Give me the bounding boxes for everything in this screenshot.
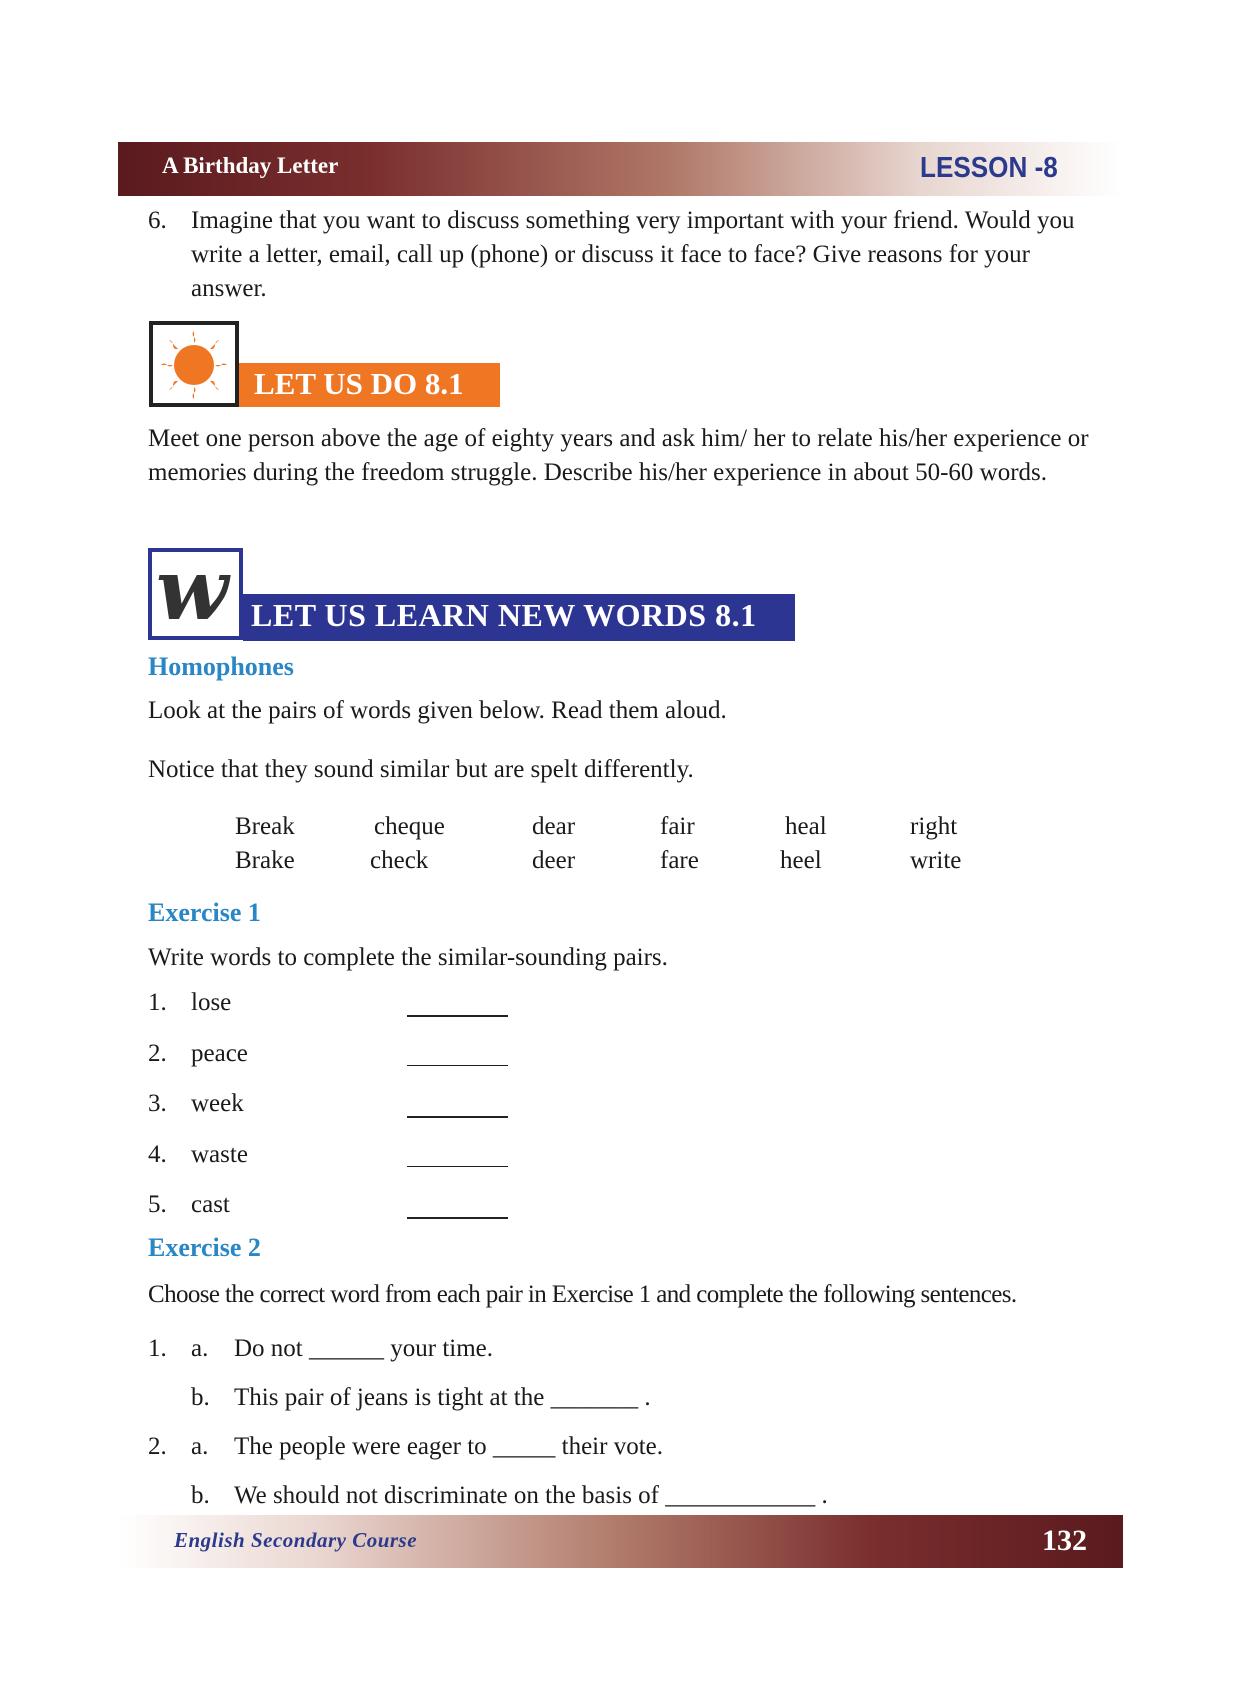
exercise-1-item-number: 1.	[148, 989, 167, 1016]
exercise-2-instruction: Choose the correct word from each pair in Exercise 1 and complete the following sentences.	[148, 1281, 1017, 1308]
homophone-row-1	[232, 813, 992, 847]
homophone-word: fare	[660, 847, 699, 874]
homophone-word: deer	[532, 847, 576, 874]
exercise-2-q1b-text: This pair of jeans is tight at the _______ .	[234, 1384, 651, 1411]
answer-blank	[407, 1065, 508, 1066]
letter-w-icon: w	[156, 540, 229, 639]
course-name: English Secondary Course	[174, 1528, 418, 1552]
homophone-word: fair	[660, 813, 695, 840]
homophone-word: Brake	[235, 847, 295, 874]
let-us-do-text: Meet one person above the age of eighty years and ask him/ her to relate his/her experience or memories during the freedom struggle. Describe his/her experience in about 50-60 words.	[148, 425, 1089, 486]
sun-icon-box	[149, 321, 239, 407]
homophone-word: Break	[235, 813, 295, 840]
lesson-label: LESSON -8	[920, 152, 1058, 184]
exercise-2-q2b-text: We should not discriminate on the basis of ____________ .	[234, 1482, 828, 1509]
exercise-1-item-number: 2.	[148, 1040, 167, 1067]
answer-blank	[407, 1015, 508, 1017]
question-6-text: Imagine that you want to discuss something very important with your friend. Would you write a letter, email, call up (phone) or discuss it face to face? Give reasons for your answer.	[191, 207, 1075, 302]
exercise-1-item-number: 4.	[148, 1141, 167, 1168]
answer-blank	[407, 1217, 508, 1219]
page-number: 132	[1042, 1524, 1087, 1557]
exercise-1-item-word: peace	[191, 1040, 248, 1067]
exercise-1-instruction: Write words to complete the similar-sounding pairs.	[148, 944, 668, 971]
exercise-1-item-word: cast	[191, 1191, 230, 1218]
exercise-1-item-number: 3.	[148, 1090, 167, 1117]
question-6-number: 6.	[148, 207, 167, 234]
let-us-do-title: LET US DO 8.1	[254, 366, 464, 401]
chapter-title: A Birthday Letter	[162, 153, 339, 178]
homophone-word: heel	[780, 847, 822, 874]
homophone-word-grid	[232, 813, 992, 881]
exercise-2-q1a-text: Do not ______ your time.	[234, 1335, 494, 1362]
learn-words-title: LET US LEARN NEW WORDS 8.1	[251, 597, 757, 633]
exercise-1-item-word: week	[191, 1090, 244, 1117]
homophones-intro-1: Look at the pairs of words given below. Read them aloud.	[148, 697, 727, 724]
answer-blank	[407, 1166, 508, 1167]
homophone-word: dear	[532, 813, 576, 840]
exercise-2-q2a-label: a.	[191, 1433, 209, 1460]
exercise-1-item-number: 5.	[148, 1191, 167, 1218]
exercise-2-q1a-label: a.	[191, 1335, 209, 1362]
exercise-2-q2b-label: b.	[191, 1482, 210, 1509]
exercise-2-q1-number: 1.	[148, 1335, 167, 1362]
exercise-1-heading: Exercise 1	[148, 898, 261, 927]
homophone-word: write	[910, 847, 962, 874]
answer-blank	[407, 1116, 508, 1118]
exercise-2-heading: Exercise 2	[148, 1233, 261, 1262]
exercise-1-item-word: waste	[191, 1141, 248, 1168]
homophone-word: check	[370, 847, 429, 874]
homophones-heading: Homophones	[148, 652, 294, 681]
homophone-row-2	[232, 847, 992, 881]
homophone-word: right	[910, 813, 958, 840]
sun-icon	[153, 325, 235, 403]
homophone-word: heal	[785, 813, 827, 840]
homophones-intro-2: Notice that they sound similar but are spelt differently.	[148, 756, 694, 783]
exercise-2-q2a-text: The people were eager to _____ their vote.	[234, 1433, 663, 1460]
homophone-word: cheque	[374, 813, 445, 840]
exercise-1-item-word: lose	[191, 989, 232, 1016]
exercise-2-q2-number: 2.	[148, 1433, 167, 1460]
exercise-2-q1b-label: b.	[191, 1384, 210, 1411]
